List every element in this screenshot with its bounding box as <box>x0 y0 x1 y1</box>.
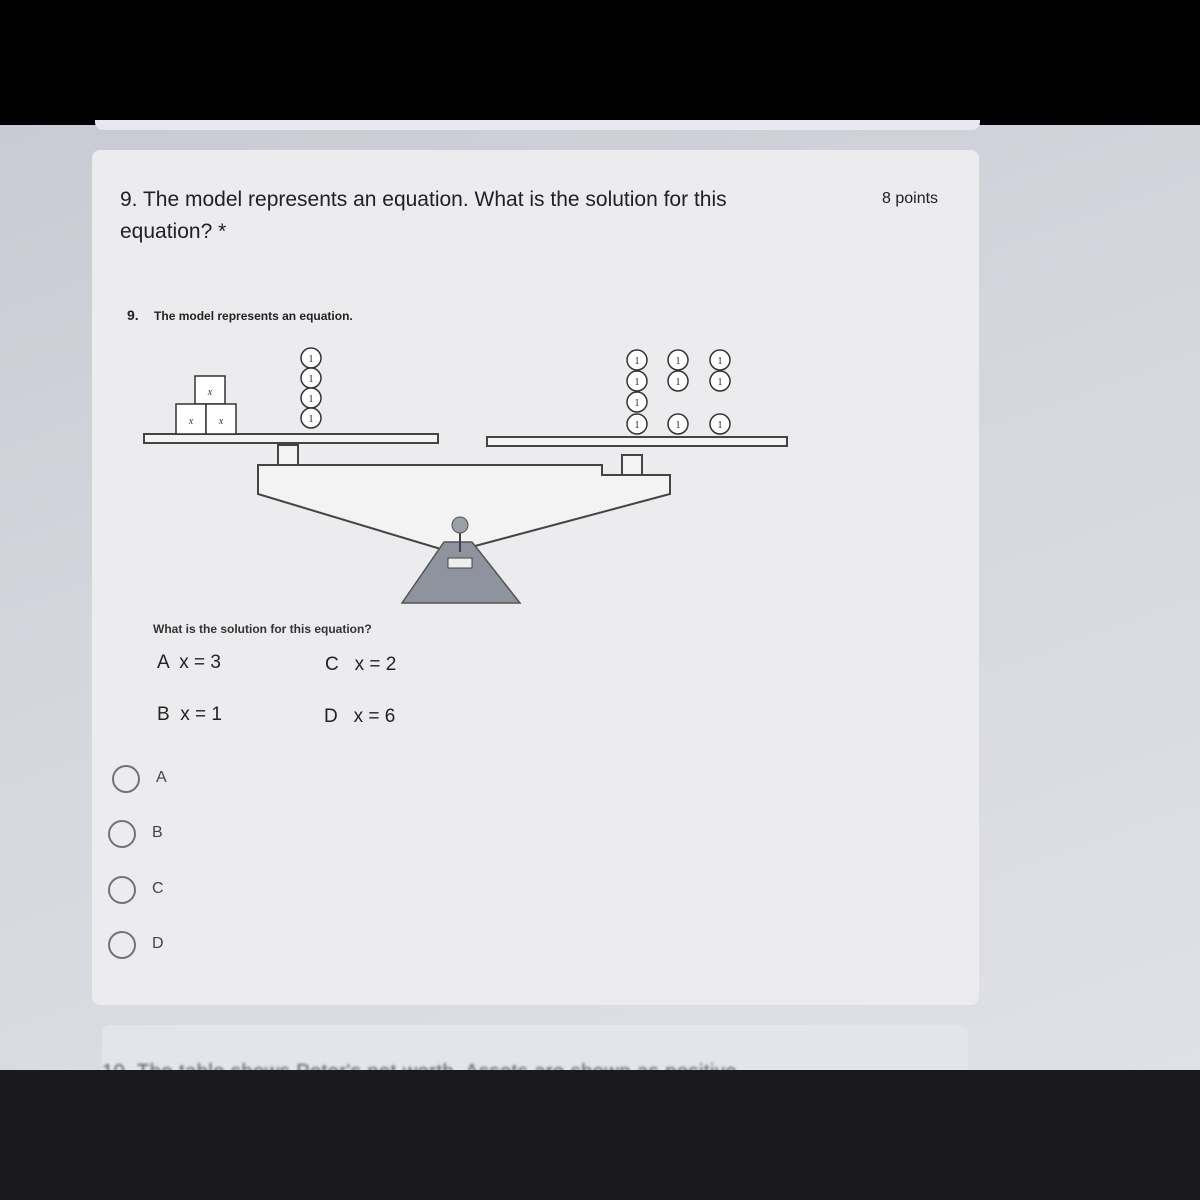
image-prompt: What is the solution for this equation? <box>153 622 372 636</box>
pivot-knob <box>452 517 468 533</box>
unit-counter-label: 1 <box>308 414 314 425</box>
unit-counter-label: 1 <box>675 420 681 431</box>
image-heading <box>127 307 353 323</box>
unit-counter-label: 1 <box>675 377 681 388</box>
left-unit-counters <box>301 348 321 428</box>
option-label: C <box>152 880 164 897</box>
unit-counter-label: 1 <box>717 377 723 388</box>
right-pan-support <box>622 455 642 475</box>
balance-scale-figure <box>92 340 979 610</box>
question-text: 9. The model represents an equation. What is the solution for this equation? <box>120 188 727 243</box>
option-b[interactable] <box>108 820 308 850</box>
left-pan <box>144 434 438 443</box>
screen-bezel <box>0 1070 1200 1200</box>
unit-counter-label: 1 <box>634 420 640 431</box>
option-c[interactable] <box>108 876 308 906</box>
x-tile-label: x <box>218 416 224 427</box>
choice-b: B x = 1 <box>157 704 222 725</box>
choice-a: A x = 3 <box>157 652 221 673</box>
right-unit-counters <box>627 350 730 434</box>
right-pan <box>487 437 787 446</box>
radio-button[interactable] <box>108 876 136 904</box>
option-label: B <box>152 824 163 841</box>
choice-c: C x = 2 <box>325 654 397 675</box>
unit-counter-label: 1 <box>308 374 314 385</box>
choice-d: D x = 6 <box>324 706 396 727</box>
unit-counter-label: 1 <box>675 356 681 367</box>
fulcrum-dial <box>448 558 472 568</box>
image-heading-text: The model represents an equation. <box>154 309 353 323</box>
radio-button[interactable] <box>108 931 136 959</box>
option-label: D <box>152 935 164 952</box>
left-pan-support <box>278 445 298 465</box>
scale-beam <box>258 465 670 550</box>
unit-counter-label: 1 <box>634 356 640 367</box>
unit-counter-label: 1 <box>717 356 723 367</box>
previous-question-card <box>95 120 980 130</box>
option-d[interactable] <box>108 931 308 961</box>
image-question-number: 9. <box>127 307 139 323</box>
option-a[interactable] <box>112 765 312 795</box>
radio-button[interactable] <box>112 765 140 793</box>
option-label: A <box>156 769 167 786</box>
required-asterisk: * <box>218 220 227 243</box>
unit-counter-label: 1 <box>717 420 723 431</box>
unit-counter-label: 1 <box>308 354 314 365</box>
unit-counter-label: 1 <box>634 398 640 409</box>
question-card <box>92 150 979 1005</box>
unit-counter-label: 1 <box>634 377 640 388</box>
points-label: 8 points <box>882 190 939 207</box>
radio-button[interactable] <box>108 820 136 848</box>
x-tile-label: x <box>207 387 213 398</box>
unit-counter-label: 1 <box>308 394 314 405</box>
question-title <box>120 184 820 248</box>
x-tile-label: x <box>188 416 194 427</box>
